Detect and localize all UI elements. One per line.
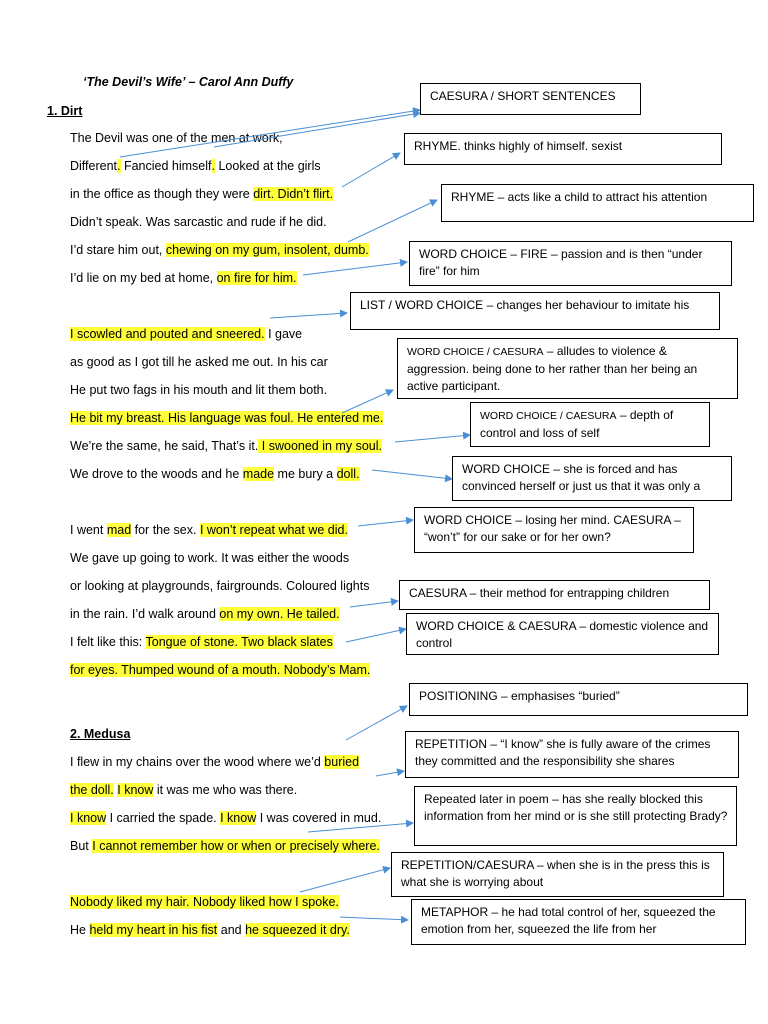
section-heading-dirt: 1. Dirt	[47, 104, 83, 118]
annotation-box: METAPHOR – he had total control of her, squeezed the emotion from her, squeezed the life from her	[411, 899, 746, 945]
annotation-box: WORD CHOICE – losing her mind. CAESURA – “won’t” for our sake or for her own?	[414, 507, 694, 553]
arrow	[342, 153, 400, 187]
annotation-box: WORD CHOICE / CAESURA – alludes to violence & aggression. being done to her rather than her being an active participant.	[397, 338, 738, 399]
poem-line: I scowled and pouted and sneered. I gave	[70, 327, 303, 341]
poem-line: the doll. I know it was me who was there.	[70, 783, 298, 797]
poem-line: The Devil was one of the men at work,	[70, 131, 283, 145]
arrow	[214, 113, 420, 147]
poem-line: He put two fags in his mouth and lit them both.	[70, 383, 328, 397]
poem-line: Didn’t speak. Was sarcastic and rude if he did.	[70, 215, 327, 229]
poem-line: I went mad for the sex. I won’t repeat what we did.	[70, 523, 348, 537]
poem-line: We drove to the woods and he made me bury a doll.	[70, 467, 360, 481]
poem-line: for eyes. Thumped wound of a mouth. Nobody’s Mam.	[70, 663, 371, 677]
poem-line: He bit my breast. His language was foul. He entered me.	[70, 411, 384, 425]
arrow	[372, 470, 452, 479]
section-heading-medusa: 2. Medusa	[70, 727, 131, 741]
poem-line: as good as I got till he asked me out. In his car	[70, 355, 328, 369]
arrow	[303, 262, 407, 275]
poem-line: I flew in my chains over the wood where we’d buried	[70, 755, 360, 769]
poem-line: He held my heart in his fist and he squeezed it dry.	[70, 923, 350, 937]
annotation-box: Repeated later in poem – has she really blocked this information from her mind or is she still protecting Brady?	[414, 786, 737, 846]
annotation-box: WORD CHOICE & CAESURA – domestic violence and control	[406, 613, 719, 655]
annotation-box: WORD CHOICE – FIRE – passion and is then “under fire” for him	[409, 241, 732, 286]
arrow	[300, 868, 390, 892]
poem-line: I’d lie on my bed at home, on fire for him.	[70, 271, 297, 285]
arrow	[270, 313, 347, 318]
poem-line: We gave up going to work. It was either the woods	[70, 551, 350, 565]
arrow	[346, 629, 406, 642]
annotation-box: REPETITION/CAESURA – when she is in the press this is what she is worrying about	[391, 852, 724, 897]
poem-line: or looking at playgrounds, fairgrounds. Coloured lights	[70, 579, 370, 593]
poem-line: in the rain. I’d walk around on my own. He tailed.	[70, 607, 340, 621]
arrow	[395, 435, 470, 442]
document-title: ‘The Devil’s Wife’ – Carol Ann Duffy	[83, 75, 294, 89]
annotation-box: CAESURA / SHORT SENTENCES	[420, 83, 641, 115]
arrow	[358, 520, 413, 526]
annotation-box: RHYME. thinks highly of himself. sexist	[404, 133, 722, 165]
arrow	[342, 390, 393, 413]
arrow	[346, 706, 407, 740]
arrow	[340, 917, 408, 920]
arrow	[308, 823, 413, 832]
poem-line: in the office as though they were dirt. Didn’t flirt.	[70, 187, 334, 201]
annotation-box: LIST / WORD CHOICE – changes her behaviour to imitate his	[350, 292, 720, 330]
annotation-box: CAESURA – their method for entrapping children	[399, 580, 710, 610]
arrow	[348, 200, 437, 242]
poem-line: Different. Fancied himself. Looked at the girls	[70, 159, 321, 173]
poem-line: But I cannot remember how or when or precisely where.	[70, 839, 380, 853]
annotation-box: WORD CHOICE / CAESURA – depth of control and loss of self	[470, 402, 710, 447]
annotation-box: POSITIONING – emphasises “buried”	[409, 683, 748, 716]
poem-line: I felt like this: Tongue of stone. Two black slates	[70, 635, 333, 649]
annotation-box: REPETITION – “I know” she is fully aware of the crimes they committed and the responsibility she shares	[405, 731, 739, 778]
arrow	[350, 601, 398, 607]
poem-line: Nobody liked my hair. Nobody liked how I spoke.	[70, 895, 339, 909]
poem-line: I’d stare him out, chewing on my gum, insolent, dumb.	[70, 243, 369, 257]
poem-line: I know I carried the spade. I know I was covered in mud.	[70, 811, 382, 825]
annotation-box: WORD CHOICE – she is forced and has convinced herself or just us that it was only a	[452, 456, 732, 501]
arrow	[376, 771, 404, 776]
annotation-box: RHYME – acts like a child to attract his attention	[441, 184, 754, 222]
arrow	[120, 110, 420, 157]
poem-line: We’re the same, he said, That’s it. I swooned in my soul.	[70, 439, 382, 453]
